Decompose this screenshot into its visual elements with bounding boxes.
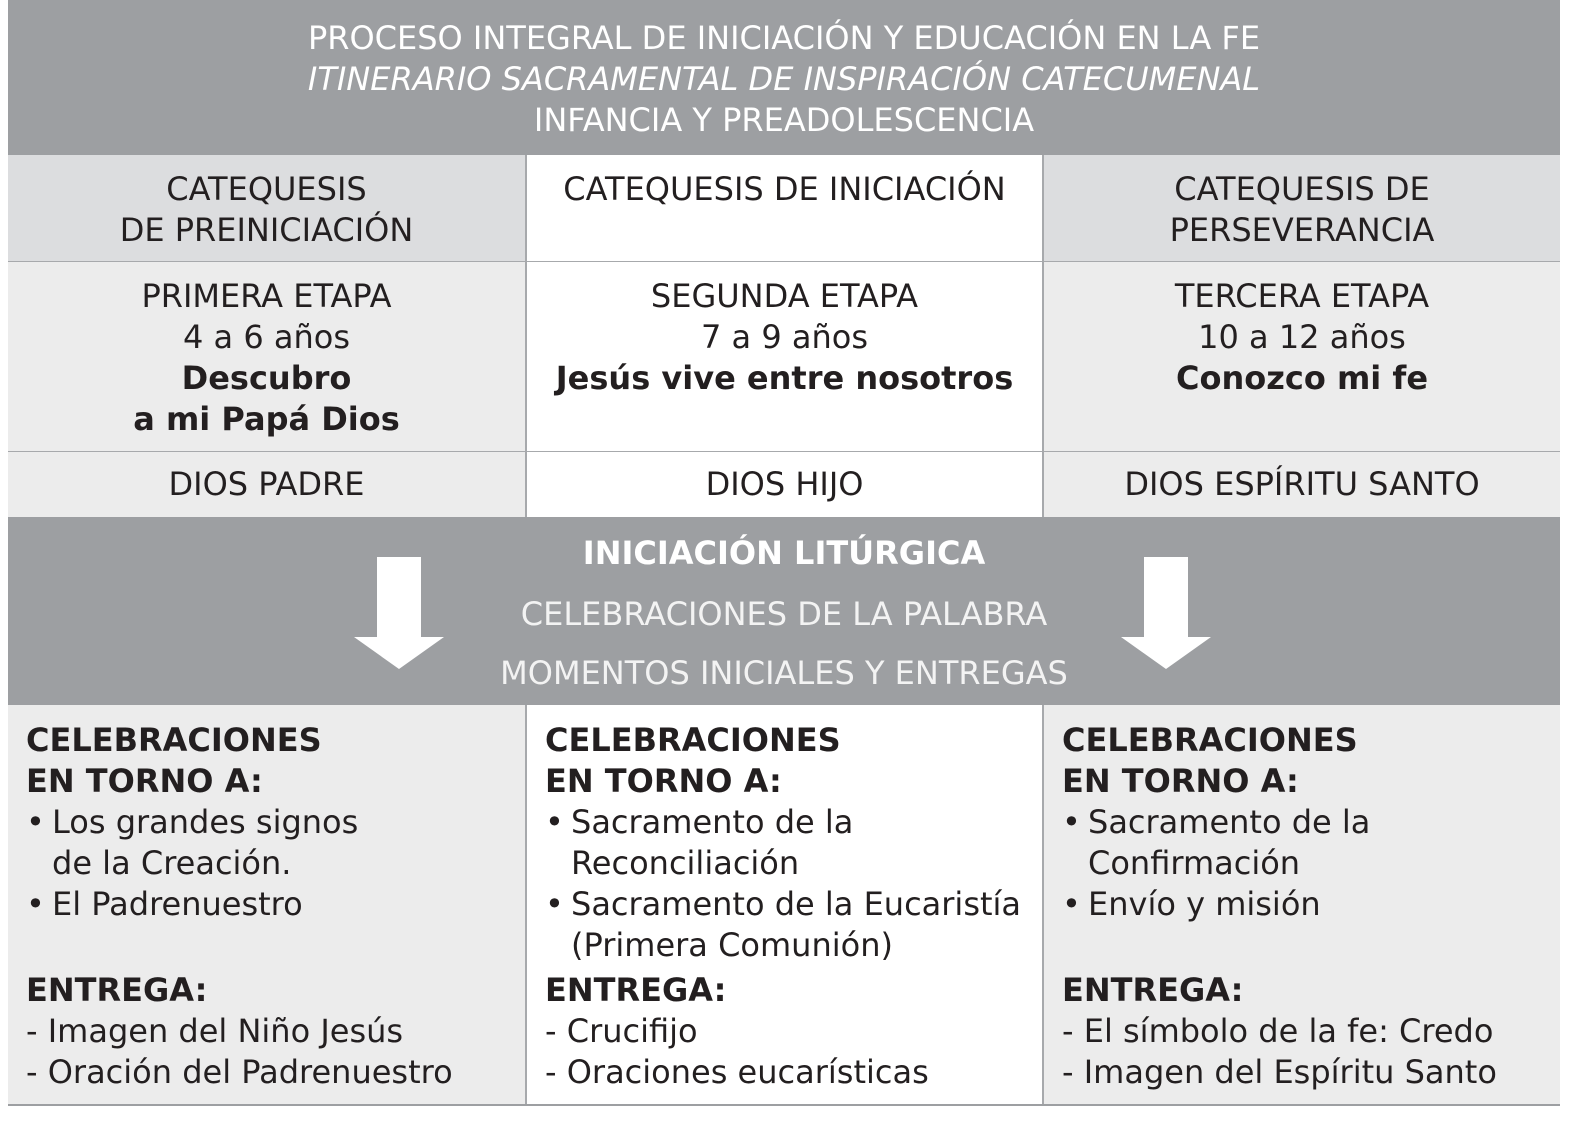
bullet-icon: • bbox=[26, 803, 45, 841]
stage-primera bbox=[8, 262, 525, 452]
celebrations-title: CELEBRACIONES bbox=[545, 721, 841, 759]
celebration-item bbox=[1062, 884, 1560, 925]
stage-label: PRIMERA ETAPA bbox=[141, 277, 392, 315]
liturgy-band bbox=[8, 517, 1560, 705]
entrega-item: - Imagen del Espíritu Santo bbox=[1062, 1053, 1497, 1091]
stage-ages: 7 a 9 años bbox=[701, 318, 868, 356]
heading-iniciacion bbox=[525, 155, 1042, 262]
heading-line: PERSEVERANCIA bbox=[1169, 211, 1435, 249]
celebration-item bbox=[26, 884, 525, 925]
entrega-item: - Imagen del Niño Jesús bbox=[26, 1012, 404, 1050]
entrega-item: - Oración del Padrenuestro bbox=[26, 1053, 453, 1091]
celebrations-title: CELEBRACIONES bbox=[1062, 721, 1358, 759]
bullet-icon: • bbox=[1062, 885, 1081, 923]
celebration-text: El Padrenuestro bbox=[52, 885, 303, 923]
liturgy-line-2: CELEBRACIONES DE LA PALABRA bbox=[520, 595, 1048, 633]
title-line-3: INFANCIA Y PREADOLESCENCIA bbox=[533, 101, 1035, 139]
bullet-icon: • bbox=[545, 885, 564, 923]
stage-book-title: a mi Papá Dios bbox=[133, 400, 400, 438]
celebration-text: Envío y misión bbox=[1088, 885, 1321, 923]
person-padre: DIOS PADRE bbox=[8, 452, 525, 517]
person-espiritu: DIOS ESPÍRITU SANTO bbox=[1042, 452, 1560, 517]
celebrations-col-2 bbox=[525, 705, 1042, 1104]
stage-ages: 4 a 6 años bbox=[183, 318, 350, 356]
bullet-icon: • bbox=[26, 885, 45, 923]
liturgy-line-3: MOMENTOS INICIALES Y ENTREGAS bbox=[500, 654, 1068, 692]
celebration-text: Los grandes signos bbox=[52, 803, 359, 841]
stage-book-title: Descubro bbox=[181, 359, 352, 397]
celebration-text: (Primera Comunión) bbox=[571, 926, 893, 964]
entrega-title: ENTREGA: bbox=[545, 971, 727, 1009]
stage-segunda bbox=[525, 262, 1042, 452]
stage-ages: 10 a 12 años bbox=[1198, 318, 1406, 356]
heading-perseverancia bbox=[1042, 155, 1560, 262]
heading-line: CATEQUESIS bbox=[166, 170, 367, 208]
entrega-item: - Crucifijo bbox=[545, 1012, 698, 1050]
stage-book-title: Conozco mi fe bbox=[1175, 359, 1429, 397]
celebration-text: Sacramento de la Reconciliación bbox=[571, 803, 854, 882]
entrega-block bbox=[545, 970, 929, 1093]
celebration-item bbox=[26, 802, 525, 884]
bullet-icon: • bbox=[545, 803, 564, 841]
entrega-item: - El símbolo de la fe: Credo bbox=[1062, 1012, 1494, 1050]
person-hijo: DIOS HIJO bbox=[525, 452, 1042, 517]
celebrations-title: EN TORNO A: bbox=[26, 762, 263, 800]
entrega-block bbox=[26, 970, 453, 1093]
entrega-title: ENTREGA: bbox=[26, 971, 208, 1009]
celebrations-col-3 bbox=[1042, 705, 1560, 1104]
heading-line: DE PREINICIACIÓN bbox=[119, 211, 414, 249]
title-line-1: PROCESO INTEGRAL DE INICIACIÓN Y EDUCACIÓN EN LA FE bbox=[307, 19, 1261, 57]
celebration-item bbox=[545, 802, 1042, 884]
stage-label: SEGUNDA ETAPA bbox=[650, 277, 919, 315]
catechesis-chart bbox=[8, 0, 1560, 1106]
celebration-text: Sacramento de la Eucaristía bbox=[571, 885, 1022, 923]
title-band bbox=[8, 0, 1560, 155]
entrega-block bbox=[1062, 970, 1497, 1093]
title-line-2: ITINERARIO SACRAMENTAL DE INSPIRACIÓN CATECUMENAL bbox=[307, 60, 1261, 98]
heading-preiniciacion bbox=[8, 155, 525, 262]
celebrations-title: CELEBRACIONES bbox=[26, 721, 322, 759]
entrega-item: - Oraciones eucarísticas bbox=[545, 1053, 929, 1091]
bottom-rule bbox=[8, 1104, 1560, 1106]
celebrations-col-1 bbox=[8, 705, 525, 1104]
celebrations-title: EN TORNO A: bbox=[1062, 762, 1299, 800]
heading-line: CATEQUESIS DE bbox=[1174, 170, 1430, 208]
bullet-icon: • bbox=[1062, 803, 1081, 841]
liturgy-title: INICIACIÓN LITÚRGICA bbox=[582, 534, 986, 572]
entrega-title: ENTREGA: bbox=[1062, 971, 1244, 1009]
celebration-text: de la Creación. bbox=[52, 844, 292, 882]
heading-line: CATEQUESIS DE INICIACIÓN bbox=[563, 170, 1006, 208]
celebration-item bbox=[1062, 802, 1560, 884]
stage-book-title: Jesús vive entre nosotros bbox=[555, 359, 1014, 397]
stage-label: TERCERA ETAPA bbox=[1174, 277, 1430, 315]
celebration-item bbox=[545, 884, 1042, 966]
celebrations-title: EN TORNO A: bbox=[545, 762, 782, 800]
stage-tercera bbox=[1042, 262, 1560, 452]
celebration-text: Sacramento de la Confirmación bbox=[1088, 803, 1371, 882]
